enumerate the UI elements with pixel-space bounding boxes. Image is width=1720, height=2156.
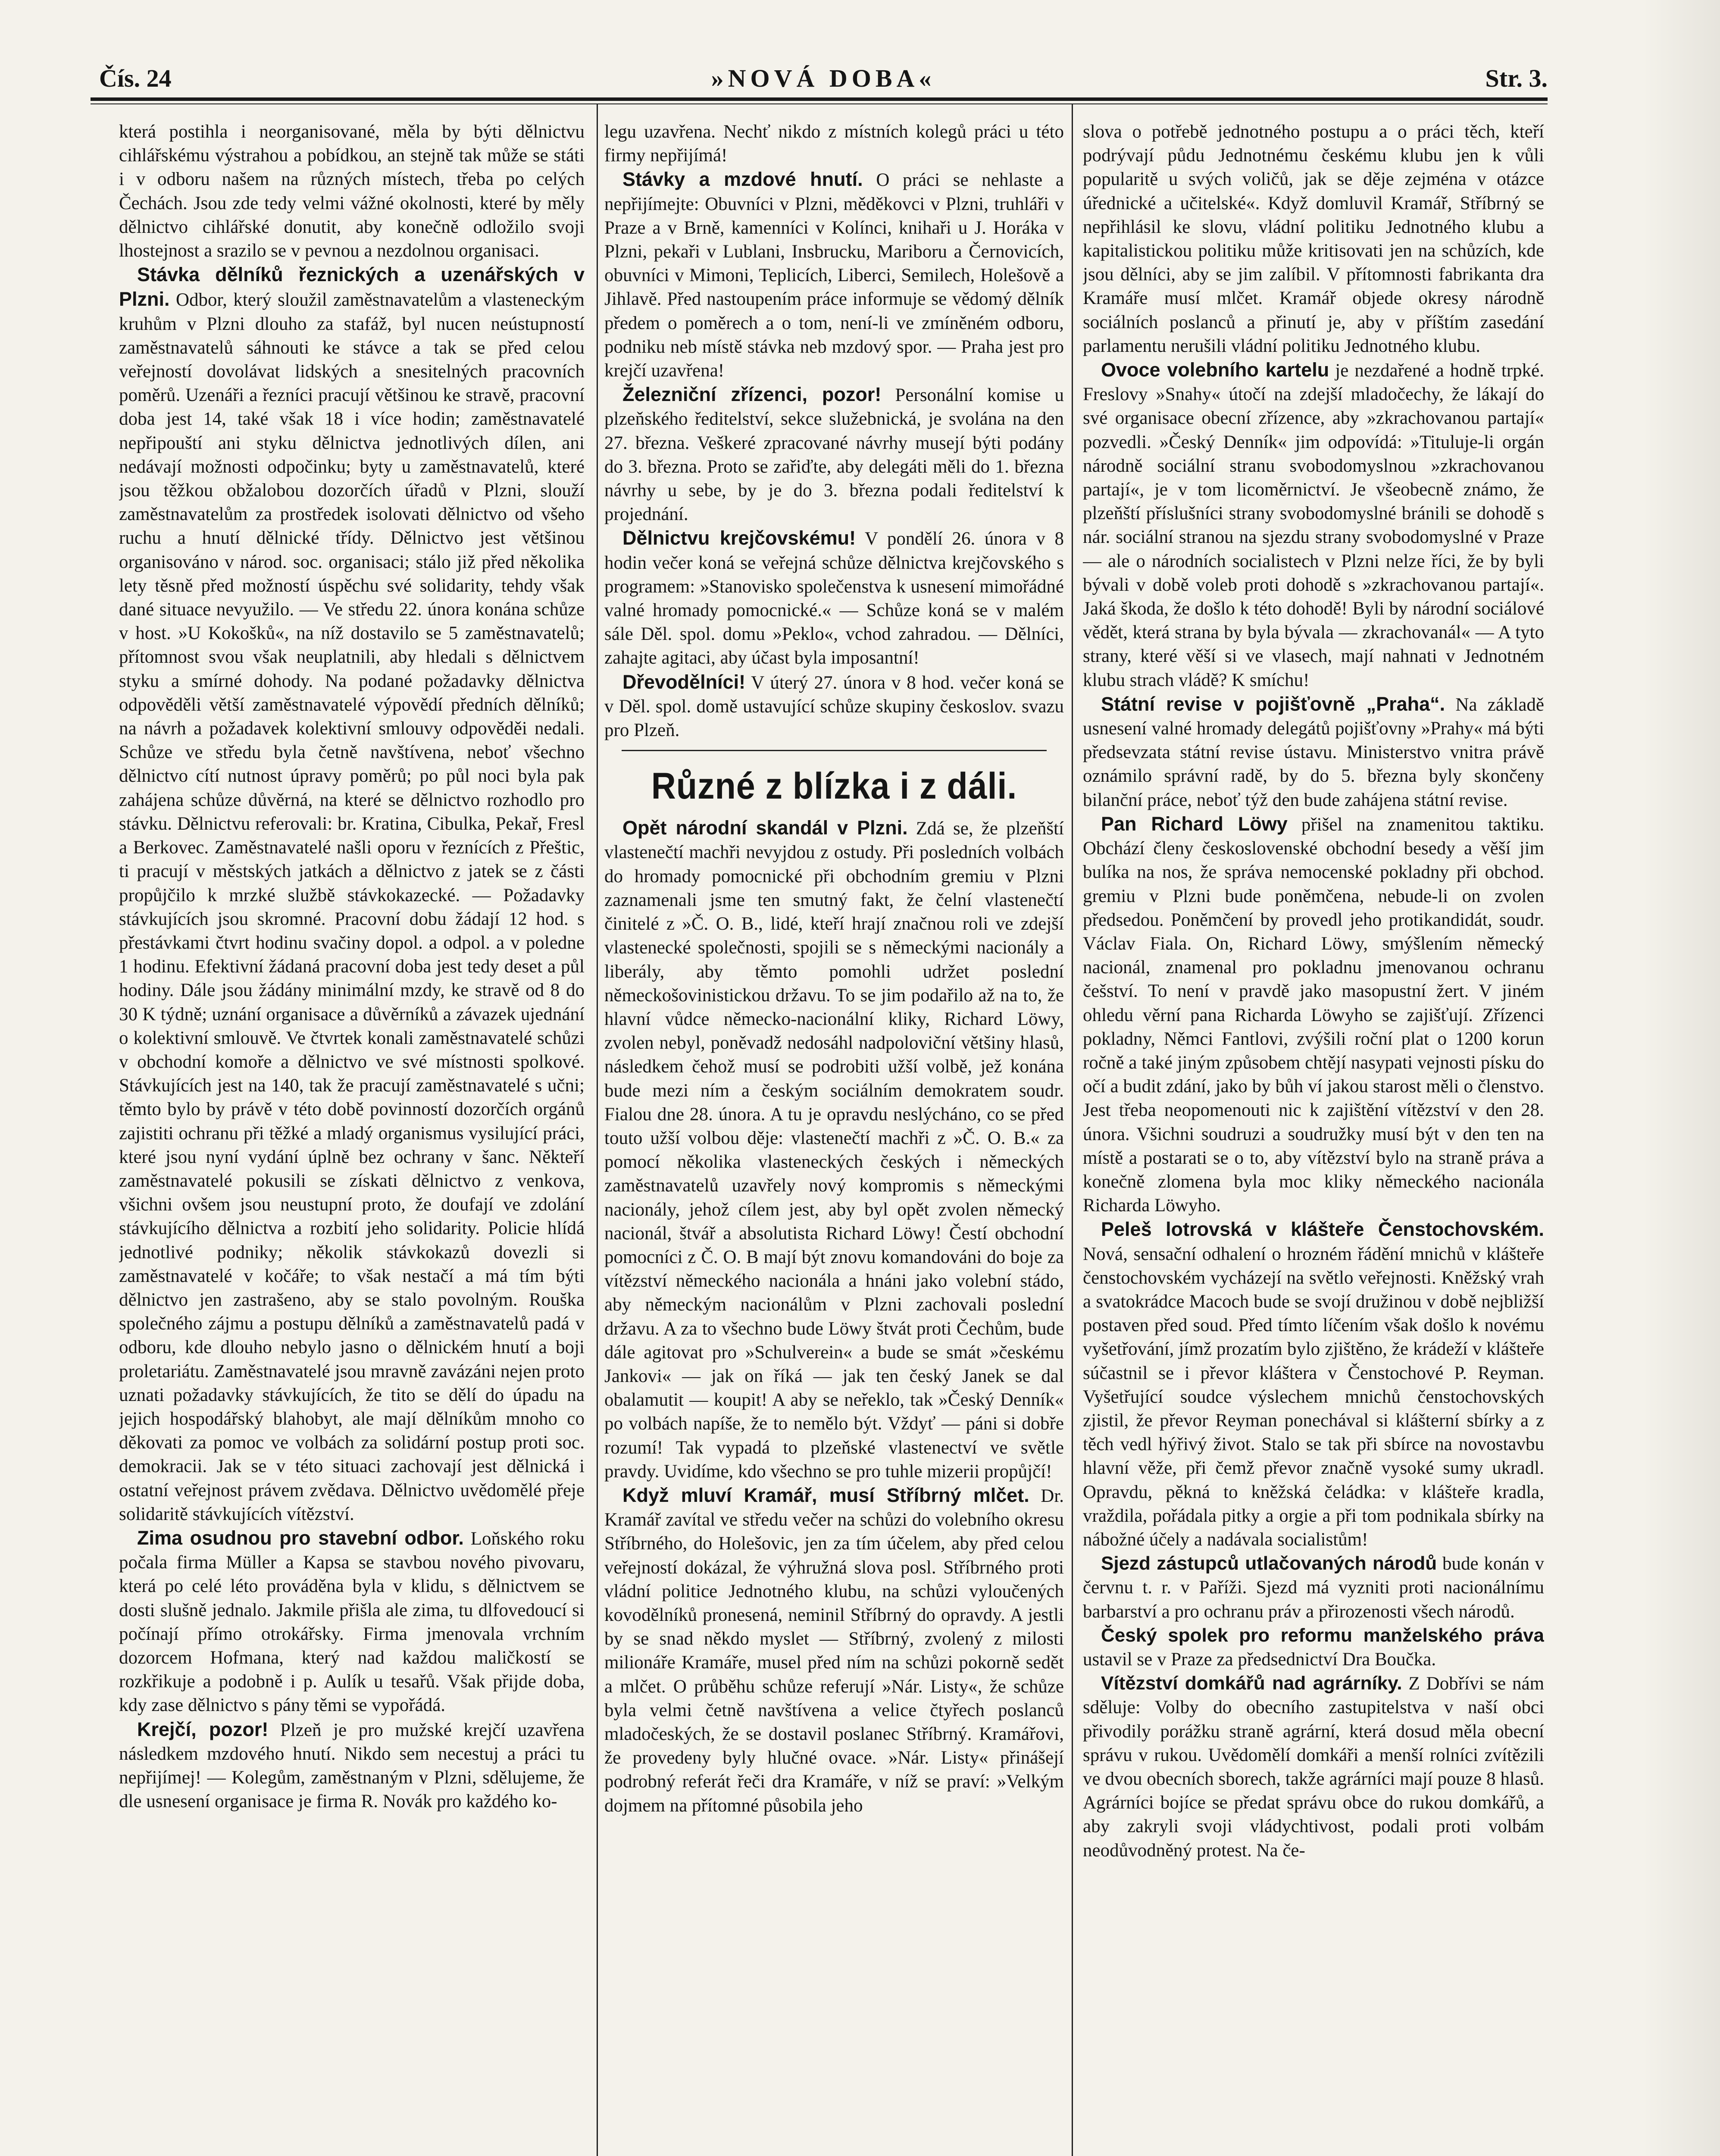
article-national-scandal <box>604 816 1064 1483</box>
article-text: Na základě usnesení valné hromady delegátů pojišťovny »Prahy« má býti předsevzata státní revise ústavu. Ministerstvo vnitra právě oznámilo správní radě, by do 5. března byly skončeny bilanční práce, neboť týž den bude zahájena státní revise. <box>1083 694 1544 810</box>
column-3 <box>1083 120 1544 2156</box>
headline-richard-lowy: Pan Richard Löwy <box>1101 812 1288 835</box>
headline-tailors-warning: Krejčí, pozor! <box>137 1718 269 1740</box>
article-text: O práci se nehlaste a nepřijímejte: Obuvníci v Plzni, měděkovci v Plzni, truhláři v Praze a v Brně, kamenníci v Kolínci, knihaři u J. Horáka v Plzni, pekaři v Lublani, Insbrucku, Mariboru a Černovicích, obuvníci v Mimoni, Teplicích, Liberci, Semilech, Holešově a Jihlavě. Před nastoupením práce informuje se vědomý dělník předem o poměrech a o tom, není-li ve zmíněném odboru, podniku neb místě stávka neb mzdový spor. — Praha jest pro krejčí uzavřena! <box>604 170 1064 381</box>
headline-electoral-cartel: Ovoce volebního kartelu <box>1101 359 1329 381</box>
article-text: přišel na znamenitou taktiku. Obchází členy československé obchodní besedy a věší jim bulíka na nos, že správa nemocenské pokladny při obchod. gremiu v Plzni bude poněmčena, nebude-li on zvolen předsedou. Poněmčení by provedl jeho protikandidát, soudr. Václav Fiala. On, Richard Löwy, smýšlením německý nacionál, znamenal pro pokladnu jmenovanou ochranu češství. To není v pravdě jako masopustní žert. V jiném ohledu věrní pana Richarda Löwyho se zajišťují. Zřízenci pokladny, Němci Fantlovi, zvýšili roční plat o 1200 korun ročně a také jiným způsobem chtějí nasypati vejnosti písku do očí a budit zdání, jako by bůh ví jakou starost měli o členstvo. Jest třeba neopomenouti nic k zajištění vítězství v den 28. února. Všichni soudruzi a soudružky musí být v den ten na místě a postarati se o to, aby vítězství bylo na straně práva a konečně zlomena byla moc kliky německého nacionála Richarda Löwyho. <box>1083 814 1544 1216</box>
headline-kramar: Když mluví Kramář, musí Stříbrný mlčet. <box>622 1484 1029 1506</box>
article-text: Z Dobřívi se nám sděluje: Volby do obecního zastupitelstva v naší obci přivodily porážku straně agrární, která dosud měla obecní správu v rukou. Uvědomělí domkáři a menší rolníci zvítězili ve dvou obecních sborech, takže agrárníci mají pouze 8 hlasů. Agrárníci bojíce se předat správu obce do rukou domkářů, a aby zakryli svoji vládychtivost, podali proti volbám neodůvodněný protest. Na če- <box>1083 1673 1544 1861</box>
article-cottagers <box>1083 1671 1544 1862</box>
article-text: Nová, sensační odhalení o hrozném řádění mnichů v klášteře čenstochovském vycházejí na světlo veřejnosti. Kněžský vrah a svatokrádce Macoch bude se svojí družinou v době nejbližší postaven před soud. Před tímto líčením však došlo k novému vyšetřování, jímž prozatím bylo zjištěno, že krádeží v klášteře súčastnil se i převor kláštera v Čenstochové P. Reyman. Vyšetřující soudce výslechem mnichů čenstochovských zjistil, že převor Reyman ponechával si klášterní sbírky a z těch vedl hýřivý život. Stalo se tak při sbírce na novostavbu hlavní věže, při čemž převor značně vysoké sumy ukradl. Opravdu, pěkná to kněžská čeládka: v klášteře kradla, vraždila, pořádala pitky a orgie a při tom podnikala sbírky na nábožné účely a nadávala socialistům! <box>1083 1244 1544 1550</box>
article-marriage-reform <box>1083 1623 1544 1671</box>
article-continuation: slova o potřebě jednotného postupu a o práci těch, kteří podrývají půdu Jednotnému českému klubu jen k vůli popularitě u svých voličů, jak se děje zejména v otázce úřednické a učitelské«. Když domluvil Kramář, Stříbrný se nepřihlásil ke slovu, vládní politiku Jednotného klubu a kapitalistickou politiku může kritisovati jen na schůzích, kde jsou dělníci, aby se jim zalíbil. V přítomnosti fabrikanta dra Kramáře musí mlčet. Kramář objede okresy národně sociálních poslanců a přinutí je, aby v příštím zasedání parlamentu nerušili vládní politiku Jednotného klubu. <box>1083 122 1544 356</box>
article-woodworkers <box>604 670 1064 743</box>
article-text: Loňského roku počala firma Müller a Kapsa se stavbou nového pivovaru, která po celé léto prováděna byla v klidu, s dělnictvem se dosti slušně jednalo. Jakmile přišla ale zima, tu dlfovedoucí si počínají přímo otrokářsky. Firma jmenovala vrchním dozorcem Hofmana, který nad každou maličkostí se rozkřikuje a podobně i p. Aulík u tesařů. Však přijde doba, kdy zase dělnictvo s pány těmi se vypořádá. <box>119 1528 585 1716</box>
headline-cottagers: Vítězství domkářů nad agrárníky. <box>1101 1673 1402 1694</box>
headline-strike-butchers: Stávka dělníků řeznických a uzenářských v Plzni. <box>119 263 585 310</box>
article-continuation: která postihla i neorganisované, měla by býti dělnictvu cihlářskému výstrahou a pobídkou, an stejně tak může se státi i v odboru našem na různých místech, třeba po celých Čechách. Jsou zde tedy velmi vážné okolnosti, které by měly dělnictvo cihlářské donutit, aby konečně odložilo svoji lhostejnost a srazilo se v pevnou a nezdolnou organisaci. <box>119 122 585 261</box>
headline-national-scandal: Opět národní skandál v Plzni. <box>622 817 908 839</box>
article-strikes <box>604 167 1064 382</box>
article-kramar <box>604 1483 1064 1818</box>
article-text: V úterý 27. února v 8 hod. večer koná se v Děl. spol. domě ustavující schůze skupiny českoslov. svazu pro Plzeň. <box>604 672 1064 741</box>
article-text: Dr. Kramář zavítal ve středu večer na schůzi do volebního okresu Stříbrného, do Holešovic, jen za tím účelem, aby před celou veřejností dokázal, že výhružná slova posl. Stříbrného proti vládní politice Jednotného klubu, na schůzi vyloučených kovodělníků pronesená, neminil Stříbrný do opravdy. A jestli by se snad někdo myslet — Stříbrný, zvolený z milosti milionáře Kramáře, musel před ním na schůzi pokorně sedět a mlčet. O průběhu schůze referují »Nár. Listy«, že schůze byla velmi četně navštívena a velice čtyřech poslanců mladočeských, že se dostavil poslanec Stříbrný. Kramářovi, že provedeny byly hlučné ovace. »Nár. Listy« přinášejí podrobný referát řeči dra Kramáře, v níž se praví: »Velkým dojmem na přítomné působila jeho <box>604 1485 1064 1816</box>
page-number: Str. 3. <box>1485 64 1548 92</box>
article-strike-butchers <box>119 263 585 1526</box>
article-electoral-cartel <box>1083 358 1544 692</box>
article-railway-staff <box>604 382 1064 526</box>
section-rule <box>622 750 1047 751</box>
headline-congress: Sjezd zástupců utlačovaných národů <box>1101 1553 1437 1574</box>
column-divider-2 <box>1072 103 1073 2156</box>
headline-woodworkers: Dřevodělníci! <box>622 671 746 693</box>
headline-winter-construction: Zima osudnou pro stavební odbor. <box>137 1526 464 1549</box>
article-state-revision <box>1083 692 1544 812</box>
article-monastery <box>1083 1217 1544 1551</box>
article-text: V pondělí 26. února v 8 hodin večer koná se veřejná schůze dělnictva krejčovského s programem: »Stanovisko společenstva k usnesení mimořádné valné hromady pomocnické.« — Schůze koná se v malém sále Děl. spol. domu »Peklo«, vchod zahradou. — Dělníci, zahajte agitaci, aby účast byla imposantní! <box>604 529 1064 668</box>
header-rule <box>91 97 1548 101</box>
article-text: bude konán v červnu t. r. v Paříži. Sjezd má vyzniti proti nacionálnímu barbarství a pro ochranu práv a přirozenosti všech národů. <box>1083 1554 1544 1622</box>
column-1 <box>119 120 585 2156</box>
article-tailors-warning <box>119 1717 585 1814</box>
article-text: Odbor, který sloužil zaměstnavatelům a vlasteneckým kruhům v Plzni dlouho za stafáž, byl nucen neústupností zaměstnavatelů sáhnouti ke stávce a tak se před celou veřejností dovolávat lidských a snesitelných pracovních poměrů. Uzenáři a řezníci pracují většinou ke stravě, pracovní doba jest 14, také však 18 i více hodin; zaměstnavatelé nepřipouští ani styku dělnictva jednotlivých dílen, ani nedávají možnosti odpočinku; byty u zaměstnavatelů, které jsou těžkou obžalobou dozorčích úřadů v Plzni, slouží zaměstnavatelům za prostředek isolovati dělnictvo od všeho ruchu a hnutí dělnické třídy. Dělnictvo jest většinou organisováno v národ. soc. organisaci; stálo již před několika lety těsně před možností úspěchu své solidarity, tehdy však dané situace nevyužilo. — Ve středu 22. února konána schůze v host. »U Kokošků«, na níž dostavilo se 5 zaměstnavatelů; přítomnost svou však neuplatnili, aby hledali s dělnictvem styku a smírné dohody. Na podané požadavky dělnictva odpověděli větší zaměstnavatelé výpovědí předních dělníků; na návrh a požadavek kolektivní smlouvy odpověděi nedali. Schůze ve středu byla četně navštívena, neboť všechno dělnictvo cítí nutnost úpravy poměrů; po půl noci byla pak zahájena schůze důvěrná, na které se dělnictvo rozhodlo pro stávku. Dělnictvu referovali: br. Kratina, Cibulka, Pekař, Fresl a Berkovec. Zaměstnavatelé našli oporu v řeznících z Přeštic, ti pracují v městských jatkách a dělnictvo z jatek se z části propůjčilo k mrzké službě stávkokazecké. — Požadavky stávkujících jsou skromné. Pracovní dobu žádají 12 hod. s přestávkami čtvrt hodinu svačiny dopol. a odpol. a v poledne 1 hodinu. Efektivní žádaná pracovní doba jest tedy deset a půl hodiny. Dále jsou žádány minimální mzdy, ke stravě od 8 do 30 K týdně; uznání organisace a důvěrníků a závazek ujednání o kolektivní smlouvě. Ve čtvrtek konali zaměstnavatelé schůzi v obchodní komoře a dělnictvo ve své místnosti spolkové. Stávkujících jest na 140, tak že pracují zaměstnavatelé s učni; těmto bylo by právě v této době povinností dozorčích orgánů zajistiti ochranu při těžké a mladý organismus vysilující práci, které jsou nyní vydání úplně bez ochrany v šanc. Někteří zaměstnavatelé pokusili se získati dělnictvo z venkova, všichni ovšem jsou neustupní proto, že doufají ve zdolání stávkujícího dělnictva a rozbití jeho solidarity. Policie hlídá jednotlivé podniky; několik stávkokazů dovezli si zaměstnavatelé v kočáře; to však nestačí a má tím býti dělnictvo jen zastrašeno, aby se stalo povolným. Rouška společného zájmu a postupu dělníků a zaměstnavatelů padá v odboru, kde dlouho nebylo jasno o dělnickém hnutí a boji proletariátu. Zaměstnavatelé jsou mravně zavázáni nejen proto uznati požadavky stávkujících, že tito se dělí do úpadu na jejich hospodářský blahobyt, ale mají dělníkům mnoho co děkovati za pomoc ve volbách za solidární postup proti soc. demokracii. Jak se v této situaci zachovají jest dělnická i ostatní veřejnost právem zvědava. Dělnictvo uvědomělé přeje solidaritě stávkujících vítězství. <box>119 290 585 1524</box>
article-richard-lowy <box>1083 812 1544 1217</box>
article-text: Personální komise u plzeňského ředitelství, sekce služebnická, je svolána na den 27. března. Veškeré zpracované návrhy musejí býti podány do 3. března. Proto se zařiďte, aby delegáti měli do 1. března návrhy u sebe, by je do 3. března podali ředitelství k projednání. <box>604 385 1064 525</box>
article-tailoring-workers <box>604 526 1064 670</box>
headline-state-revision: Státní revise v pojišťovně „Praha“. <box>1101 693 1445 715</box>
headline-monastery: Peleš lotrovská v klášteře Čenstochovském. <box>1101 1218 1544 1241</box>
issue-number: Čís. 24 <box>99 64 172 92</box>
article-text: Plzeň je pro mužské krejčí uzavřena následkem mzdového hnutí. Nikdo sem necestuj a práci tu nepřijímej! — Kolegům, zaměstnaným v Plzni, sdělujeme, že dle usnesení organisace je firma R. Novák pro každého ko- <box>119 1720 585 1812</box>
headline-strikes: Stávky a mzdové hnutí. <box>622 168 863 191</box>
column-2 <box>604 120 1064 2156</box>
article-winter-construction <box>119 1526 585 1717</box>
article-text: Zdá se, že plzeňští vlastenečtí machři nevyjdou z ostudy. Při posledních volbách do hromady pomocnické při obchodním gremiu v Plzni zaznamenali jsme ten smutný fakt, že čelní vlastenečtí činitelé z »Č. O. B., lidé, kteří hrají značnou roli ve zdejší vlastenecké společnosti, spojili se s německými nacionály a liberály, aby těmto pomohli udržet poslední německošovinistickou državu. To se jim podařilo až na to, že hlavní vůdce německo-nacionální kliky, Richard Löwy, zvolen nebyl, poněvadž nedosáhl nadpoloviční většiny hlasů, následkem čehož musí se podrobiti užší volbě, jež konána bude mezi ním a českým sociálním demokratem soudr. Fialou dne 28. února. A tu je opravdu neslýcháno, co se před touto užší volbou děje: vlastenečtí machři z »Č. O. B.« za pomocí několika vlasteneckých českých i německých zaměstnavatelů uzavřely nový kompromis s německými nacionály, jehož cílem jest, aby byl opět zvolen německý nacionál, štvář a absolutista Richard Löwy! Čestí obchodní pomocníci z Č. O. B mají být znovu komandováni do boje za vítězství německého nacionála a hnáni jako volební stádo, aby německým nacionálům v Plzni zachovali poslední državu. A za to všechno bude Löwy štvát proti Čechům, bude dále agitovat pro »Schulverein« a bude se smát »českému Jankovi« — jak on říká — jak ten český Janek se dal obalamutit — koupit! A aby se neřeklo, tak »Český Denník« po volbách napíše, že to nemělo být. Vždyť — páni si dobře rozumí! Tak vypadá to plzeňské vlastenectví ve světle pravdy. Uvidíme, kdo všechno se pro tuhle mizerii propůjčí! <box>604 818 1064 1482</box>
article-text: je nezdařené a hodně trpké. Freslovy »Snahy« útočí na zdejší mladočechy, že lákají do své organisace obecní zřízence, aby »zkrachovanou partají« pozvedli. »Český Denník« jim odpovídá: »Tituluje-li orgán národně sociální stranu svobodomyslnou »zkrachovanou partají«, je v tom licoměrnictví. Je všeobecně známo, že plzeňští příslušníci strany svobodomyslné bránili se dohodě s nár. sociální stranou na sjezdu strany svobodomyslné v Praze — ale o národních socialistech v Plzni nelze říci, že by byli bývali v době voleb proti dohodě s »zkrachovanou partají«. Jaká škoda, že došlo k této dohodě! Byli by národní sociálové vědět, která strana by byla bývala — zkrachovanál« — A tyto strany, které věší si ve vlasech, mají nahnati v Jednotném klubu strach vládě? K smíchu! <box>1083 360 1544 690</box>
headline-railway-staff: Železniční zřízenci, pozor! <box>622 383 882 406</box>
newspaper-title: »NOVÁ DOBA« <box>711 64 936 92</box>
section-heading: Různé z blízka i z dáli. <box>651 765 1017 807</box>
article-continuation: legu uzavřena. Nechť nikdo z místních kolegů práci u této firmy nepřijímá! <box>604 122 1064 166</box>
article-congress <box>1083 1551 1544 1623</box>
headline-tailoring-workers: Dělnictvu krejčovskému! <box>622 527 856 549</box>
header-rule-thin <box>91 103 1548 104</box>
article-text: ustavil se v Praze za předsednictví Dra Boučka. <box>1083 1649 1436 1670</box>
column-divider-1 <box>597 103 598 2156</box>
headline-marriage-reform: Český spolek pro reformu manželského práva <box>1101 1624 1544 1646</box>
